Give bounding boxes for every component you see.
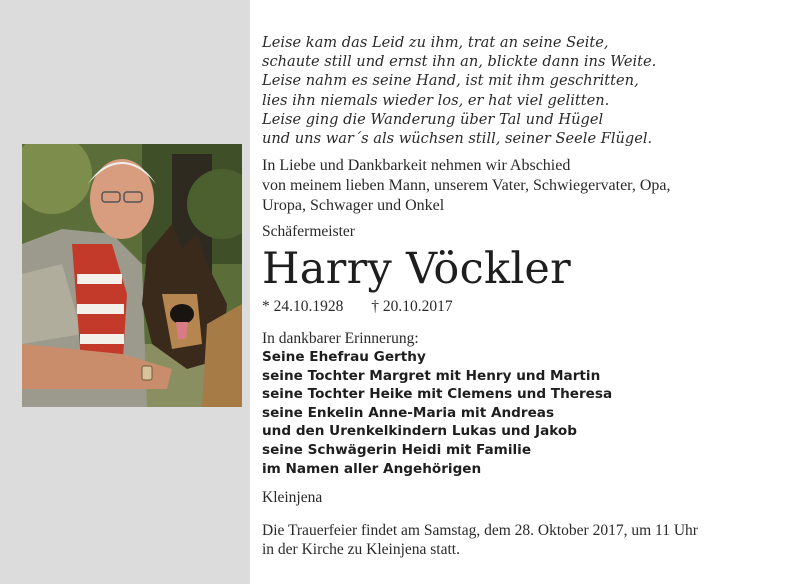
mourner-line: seine Schwägerin Heidi mit Familie	[262, 441, 532, 458]
service-line: Die Trauerfeier findet am Samstag, dem 28. Oktober 2017, um 11 Uhr	[262, 522, 698, 539]
life-dates	[262, 298, 453, 316]
portrait-photo	[22, 144, 242, 407]
poem-line: lies ihn niemals wieder los, er hat viel gelitten.	[262, 91, 610, 109]
mourner-line: seine Tochter Margret mit Henry und Martin	[262, 367, 601, 384]
poem-line: schaute still und ernst ihn an, blickte dann ins Weite.	[262, 53, 657, 71]
mourner-line: und den Urenkelkindern Lukas und Jakob	[262, 423, 577, 440]
mourner-line: seine Enkelin Anne-Maria mit Andreas	[262, 404, 555, 421]
memorial-poem	[262, 33, 782, 148]
mourners-list	[262, 348, 612, 478]
birth-date: * 24.10.1928	[262, 298, 344, 315]
intro-line: In Liebe und Dankbarkeit nehmen wir Abschied	[262, 157, 571, 174]
place: Kleinjena	[262, 489, 323, 506]
poem-line: Leise ging die Wanderung über Tal und Hügel	[262, 110, 604, 128]
mourners-intro: In dankbarer Erinnerung:	[262, 330, 419, 347]
intro-line: von meinem lieben Mann, unserem Vater, Schwiegervater, Opa,	[262, 177, 671, 194]
deceased-name: Harry Vöckler	[262, 244, 571, 294]
mourner-line: seine Tochter Heike mit Clemens und Theresa	[262, 386, 613, 403]
poem-line: Leise kam das Leid zu ihm, trat an seine Seite,	[262, 34, 609, 51]
mourner-line: im Namen aller Angehörigen	[262, 460, 482, 477]
funeral-service-info	[262, 521, 792, 559]
profession: Schäfermeister	[262, 223, 355, 240]
mourner-line: Seine Ehefrau Gerthy	[262, 349, 426, 365]
intro-line: Uropa, Schwager und Onkel	[262, 197, 445, 214]
poem-line: Leise nahm es seine Hand, ist mit ihm geschritten,	[262, 72, 639, 90]
farewell-intro	[262, 156, 782, 216]
service-line: in der Kirche zu Kleinjena statt.	[262, 541, 460, 558]
death-date: † 20.10.2017	[371, 298, 453, 315]
poem-line: und uns war´s als wüchsen still, seiner Seele Flügel.	[262, 130, 653, 148]
